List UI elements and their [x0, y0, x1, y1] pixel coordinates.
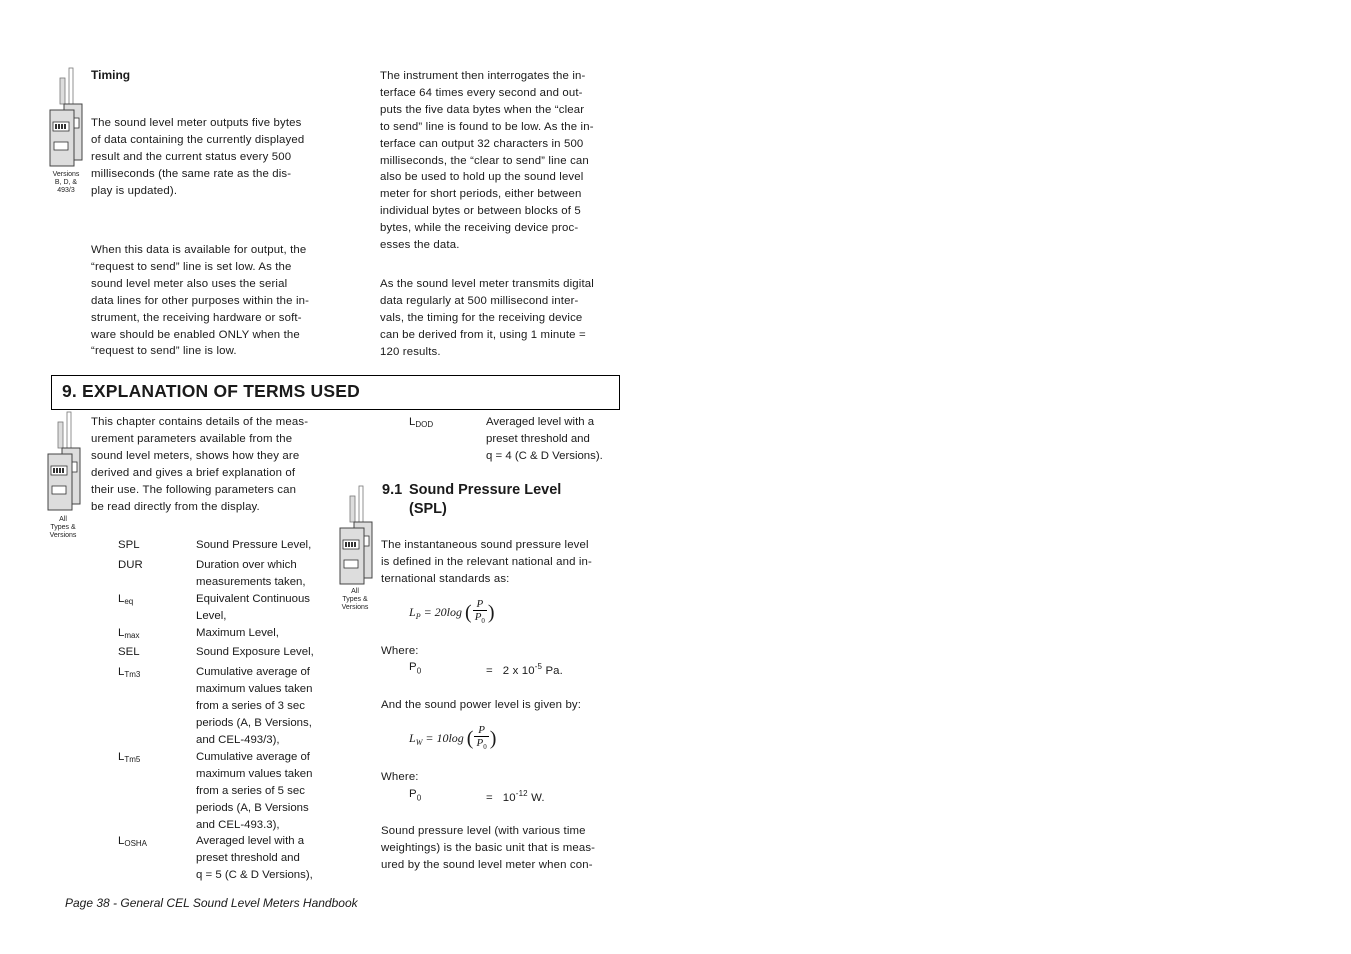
- term-symbol: SPL: [118, 539, 140, 551]
- spl-formula: $L_P = 20\log$ ( $\frac{P}{P_0}$ ): [409, 598, 495, 626]
- where-label-2: Where:: [381, 771, 419, 783]
- term-symbol: $L_{eq}$: [118, 592, 134, 606]
- section-title: 9. EXPLANATION OF TERMS USED: [62, 381, 360, 401]
- term-symbol: $L_{max}$: [118, 626, 140, 640]
- term-symbol: SEL: [118, 646, 140, 659]
- subsection-title: Sound Pressure Level (SPL): [409, 482, 562, 517]
- power-formula: $L_W = 10\log$ ( $\frac{P}{P_0}$ ): [409, 724, 497, 752]
- term-row: [118, 833, 338, 884]
- page-footer: Page 38 - General CEL Sound Level Meters Handbook: [65, 896, 358, 910]
- icon-caption-versions: Versions B, D, & 493/3: [52, 171, 80, 194]
- term-row: [118, 537, 338, 557]
- timing-heading: Timing: [91, 68, 131, 82]
- where-label-1: Where:: [381, 645, 419, 657]
- term-symbol: $L_{OSHA}$: [118, 835, 148, 849]
- term-row: [118, 749, 338, 834]
- terms-list: [118, 537, 338, 884]
- term-row: [118, 625, 338, 645]
- sound-level-meter-icon: [336, 484, 376, 588]
- term-row: [118, 557, 338, 591]
- p0-value-2: = $10^{-12}$ W.: [486, 789, 545, 804]
- term-row: [118, 644, 338, 664]
- section-intro: This chapter contains details of the meas- urement parameters available from the sound level meters, shows how they are derived and gives a brief explanation of their use. The following parameters can be read directly from the display.: [91, 416, 309, 513]
- p0-value-1: = 2 x $10^{-5}$ Pa.: [486, 662, 563, 677]
- term-symbol: DUR: [118, 558, 143, 571]
- spl-paragraph: The instantaneous sound pressure level is defined in the relevant national and in- ternational standards as:: [381, 539, 592, 585]
- term-row-dod: [409, 414, 603, 465]
- term-description: Equivalent Continuous Level,: [196, 592, 310, 622]
- term-description: Cumulative average of maximum values taken from a series of 5 sec periods (A, B Versions and CEL-493.3),: [196, 750, 313, 831]
- term-description: Sound Exposure Level,: [196, 646, 314, 659]
- sound-level-meter-icon: [44, 410, 84, 514]
- power-level-text: And the sound power level is given by:: [381, 699, 582, 711]
- icon-caption-all-types: All Types & Versions: [341, 588, 369, 611]
- p0-definition-1: $P_0$: [409, 661, 422, 676]
- term-symbol: $L_{DOD}$: [409, 416, 434, 429]
- term-description: Cumulative average of maximum values taken from a series of 3 sec periods (A, B Versions, and CEL-493/3),: [196, 666, 313, 746]
- timing-paragraph-1: The sound level meter outputs five bytes of data containing the currently displayed result and the current status every 500 milliseconds (the same rate as the dis- play is updated).: [91, 117, 305, 197]
- term-symbol: $L_{Tm5}$: [118, 750, 141, 764]
- timing-paragraph-3: The instrument then interrogates the in- terface 64 times every second and out- puts the five data bytes when the “clear to send” line is found to be low. As the in- terface can output 32 characters in 500 milliseconds, the “clear to send” line can also be used to hold up the sound level meter for short periods, either between individual bytes or between blocks of 5 bytes, while the receiving device proc- esses the data.: [380, 70, 594, 252]
- icon-caption-all-types: All Types & Versions: [49, 516, 77, 539]
- timing-paragraph-2: When this data is available for output, the “request to send” line is set low. As the sound level meter also uses the serial data lines for other purposes within the in- strument, the receiving hardware or soft- ware should be enabled ONLY when the “request to send” line is low.: [91, 244, 310, 358]
- term-description: Sound Pressure Level,: [196, 539, 312, 551]
- term-description: Duration over which measurements taken,: [196, 558, 306, 588]
- term-row: [118, 591, 338, 625]
- term-description: Averaged level with a preset threshold and q = 5 (C & D Versions),: [196, 835, 313, 882]
- term-row: [118, 664, 338, 749]
- timing-paragraph-4: As the sound level meter transmits digital data regularly at 500 millisecond inter- vals, the timing for the receiving device can be derived from it, using 1 minute = 120 results.: [380, 278, 594, 358]
- p0-definition-2: $P_0$: [409, 788, 422, 803]
- spl-paragraph-last: Sound pressure level (with various time weightings) is the basic unit that is meas- ured by the sound level meter when con-: [381, 825, 596, 871]
- term-symbol: $L_{Tm3}$: [118, 666, 141, 680]
- subsection-number: 9.1: [382, 482, 403, 498]
- term-description: Maximum Level,: [196, 626, 279, 639]
- term-description: Averaged level with a preset threshold and q = 4 (C & D Versions).: [486, 416, 603, 462]
- sound-level-meter-icon: [46, 66, 86, 170]
